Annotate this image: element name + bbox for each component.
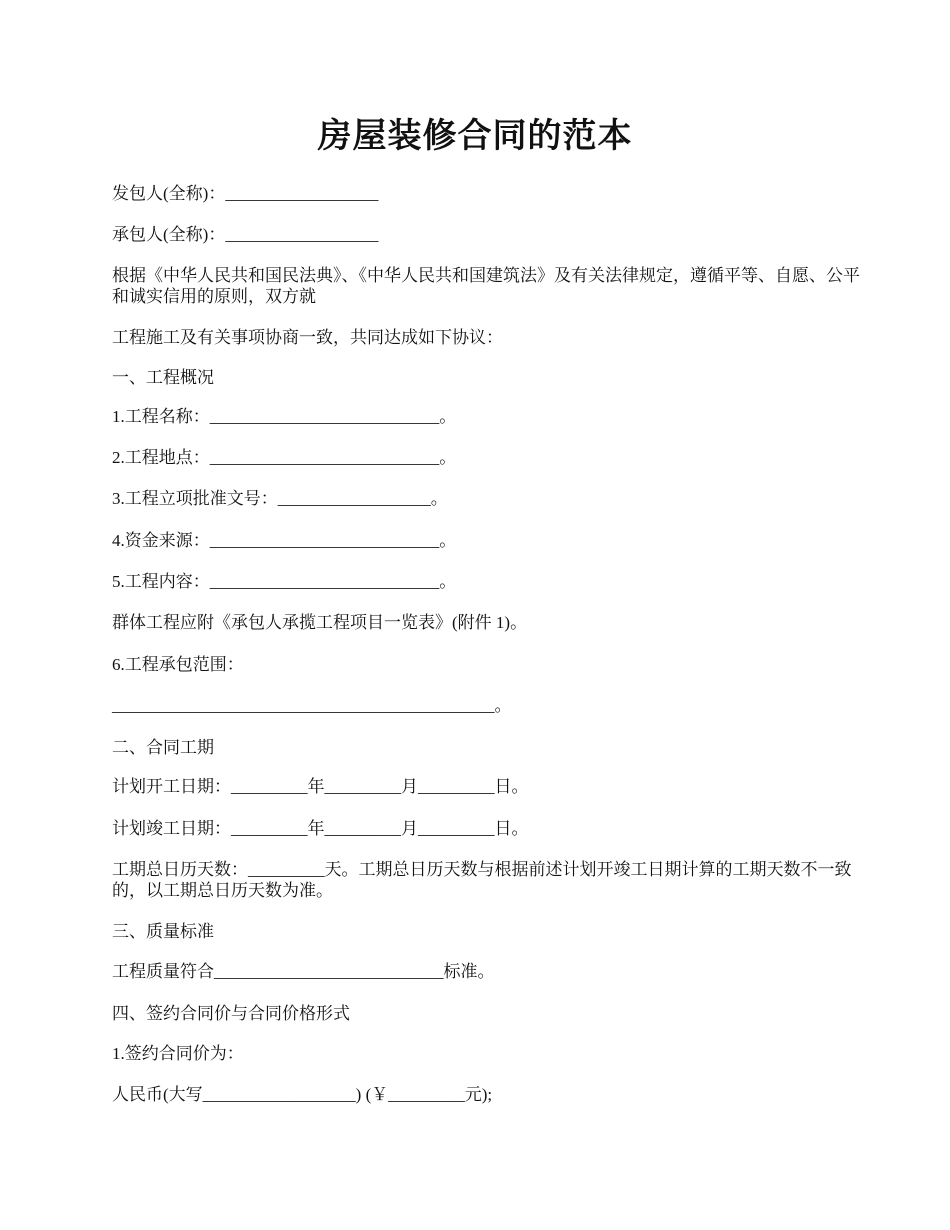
contract-scope-line: 6.工程承包范围：	[112, 655, 244, 674]
section-heading-quality-standard: 三、质量标准	[112, 922, 214, 941]
section-heading-contract-period: 二、合同工期	[112, 738, 214, 757]
document-title: 房屋装修合同的范本	[317, 116, 633, 156]
contract-price-amount-line: 人民币(大写__________________) (￥_________元);	[112, 1085, 493, 1104]
contractor-name-line: 承包人(全称)：__________________	[112, 225, 379, 244]
section-heading-contract-price: 四、签约合同价与合同价格形式	[112, 1004, 350, 1023]
planned-completion-date-line: 计划竣工日期：_________年_________月_________日。	[112, 819, 529, 838]
contract-scope-blank-line: _____________________________________________。	[112, 696, 512, 715]
attachment-note-line: 群体工程应附《承包人承揽工程项目一览表》(附件 1)。	[112, 613, 528, 632]
contract-price-label-line: 1.签约合同价为：	[112, 1044, 244, 1063]
project-name-line: 1.工程名称：___________________________。	[112, 407, 457, 426]
agreement-intro-line: 工程施工及有关事项协商一致，共同达成如下协议：	[112, 328, 503, 347]
section-heading-project-overview: 一、工程概况	[112, 368, 214, 387]
project-location-line: 2.工程地点：___________________________。	[112, 448, 457, 467]
project-content-line: 5.工程内容：___________________________。	[112, 572, 457, 591]
planned-start-date-line: 计划开工日期：_________年_________月_________日。	[112, 777, 529, 796]
employer-name-line: 发包人(全称)：__________________	[112, 184, 379, 203]
approval-number-line: 3.工程立项批准文号：__________________。	[112, 489, 448, 508]
quality-standard-line: 工程质量符合___________________________标准。	[112, 962, 495, 981]
legal-basis-paragraph: 根据《中华人民共和国民法典》、《中华人民共和国建筑法》及有关法律规定，遵循平等、自愿、公平和诚实信用的原则，双方就	[112, 266, 860, 306]
funding-source-line: 4.资金来源：___________________________。	[112, 531, 457, 550]
total-calendar-days-paragraph: 工期总日历天数：_________天。工期总日历天数与根据前述计划开竣工日期计算的工期天数不一致的，以工期总日历天数为准。	[112, 860, 852, 900]
